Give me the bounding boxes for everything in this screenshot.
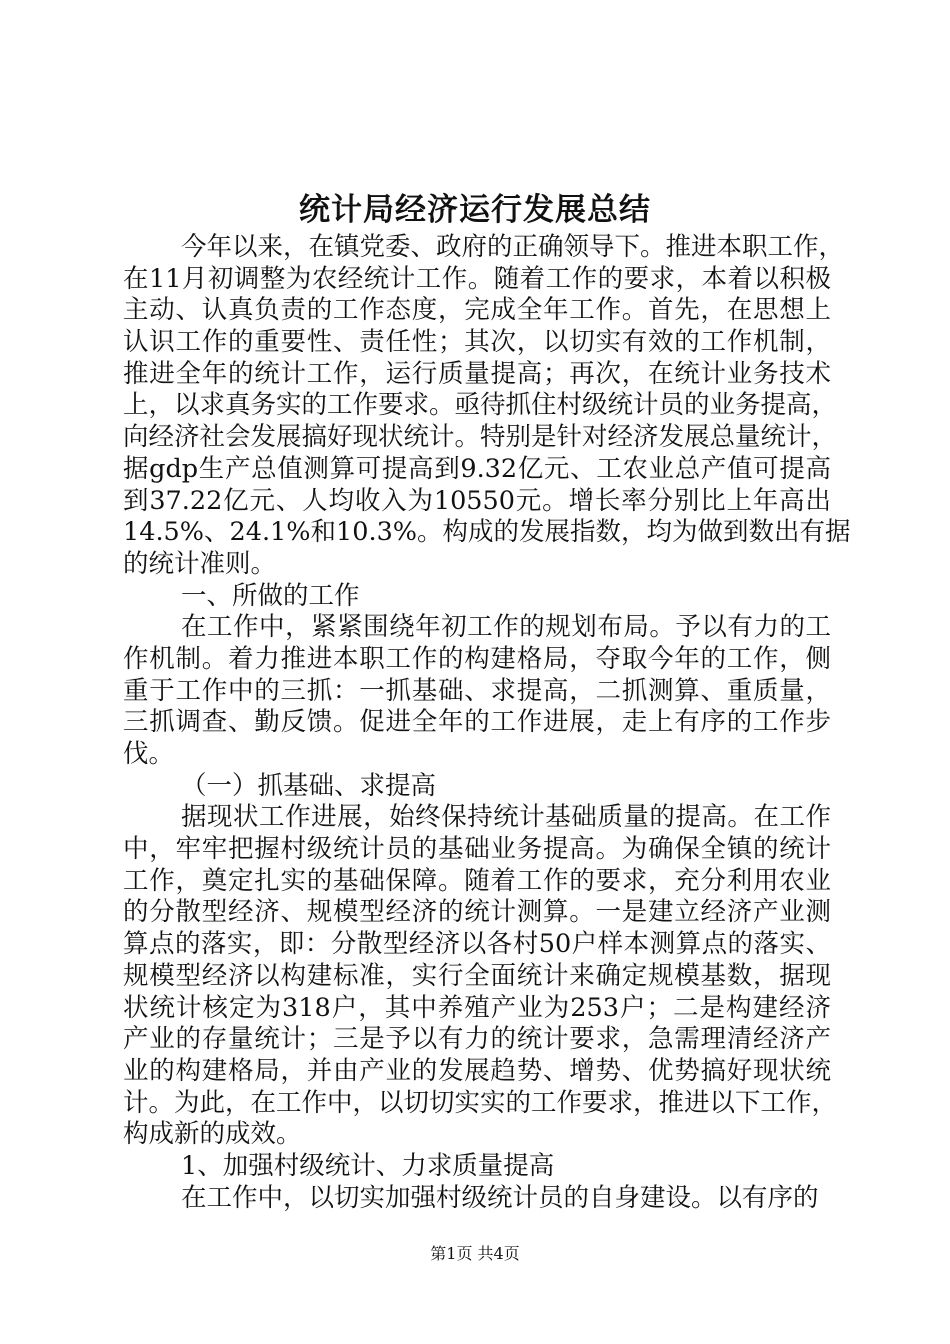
- text-line: 一、所做的工作: [181, 580, 360, 611]
- text-line: 到37.22亿元、人均收入为10550元。增长率分别比上年高出: [123, 485, 831, 516]
- text-line: 算点的落实，即：分散型经济以各村50户样本测算点的落实、: [123, 929, 831, 960]
- text-line: 据现状工作进展，始终保持统计基础质量的提高。在工作: [181, 802, 831, 833]
- text-line: 业的构建格局，并由产业的发展趋势、增势、优势搞好现状统: [123, 1055, 831, 1086]
- text-line: 计。为此，在工作中，以切切实实的工作要求，推进以下工作，: [123, 1087, 838, 1118]
- paragraph: [123, 612, 831, 770]
- text-line: 构成新的成效。: [123, 1119, 302, 1150]
- text-line: 推进全年的统计工作，运行质量提高；再次，在统计业务技术: [123, 358, 831, 389]
- text-line: 的统计准则。: [123, 548, 277, 579]
- text-line: 作机制。着力推进本职工作的构建格局，夺取今年的工作，侧: [123, 643, 831, 674]
- paragraph: [123, 771, 831, 803]
- paragraph: [123, 1151, 831, 1183]
- text-line: 认识工作的重要性、责任性；其次，以切实有效的工作机制，: [123, 327, 831, 358]
- text-line: 14.5%、24.1%和10.3%。构成的发展指数，均为做到数出有据: [123, 517, 851, 548]
- paragraph: [123, 802, 838, 1151]
- text-line: 在11月初调整为农经统计工作。随着工作的要求，本着以积极: [123, 263, 831, 294]
- text-line: （一）抓基础、求提高: [181, 770, 437, 801]
- text-line: 中，牢牢把握村级统计员的基础业务提高。为确保全镇的统计: [123, 834, 831, 865]
- text-line: 伐。: [123, 739, 175, 769]
- paragraph: [123, 1183, 831, 1215]
- text-line: 工作，奠定扎实的基础保障。随着工作的要求，充分利用农业: [123, 865, 831, 896]
- text-line: 重于工作中的三抓：一抓基础、求提高，二抓测算、重质量，: [123, 675, 831, 706]
- text-line: 据gdp生产总值测算可提高到9.32亿元、工农业总产值可提高: [123, 453, 831, 484]
- page-footer: 第1页 共4页: [430, 1244, 520, 1263]
- paragraph: [123, 581, 831, 613]
- text-line: 的分散型经济、规模型经济的统计测算。一是建立经济产业测: [123, 897, 831, 928]
- text-line: 产业的存量统计；三是予以有力的统计要求，急需理清经济产: [123, 1024, 831, 1055]
- text-line: 在工作中，紧紧围绕年初工作的规划布局。予以有力的工: [181, 612, 831, 643]
- text-line: 在工作中，以切实加强村级统计员的自身建设。以有序的: [181, 1182, 819, 1213]
- text-line: 今年以来，在镇党委、政府的正确领导下。推进本职工作，: [181, 232, 845, 262]
- paragraph: [123, 232, 851, 581]
- document-title: 统计局经济运行发展总结: [299, 192, 651, 228]
- document-body: [123, 232, 851, 1214]
- text-line: 三抓调查、勤反馈。促进全年的工作进展，走上有序的工作步: [123, 707, 831, 738]
- text-line: 规模型经济以构建标准，实行全面统计来确定规模基数，据现: [123, 960, 831, 991]
- text-line: 主动、认真负责的工作态度，完成全年工作。首先，在思想上: [123, 295, 831, 326]
- text-line: 1、加强村级统计、力求质量提高: [181, 1150, 555, 1181]
- text-line: 向经济社会发展搞好现状统计。特别是针对经济发展总量统计，: [123, 422, 838, 453]
- text-line: 状统计核定为318户，其中养殖产业为253户；二是构建经济: [123, 992, 831, 1023]
- text-line: 上，以求真务实的工作要求。亟待抓住村级统计员的业务提高，: [123, 390, 838, 421]
